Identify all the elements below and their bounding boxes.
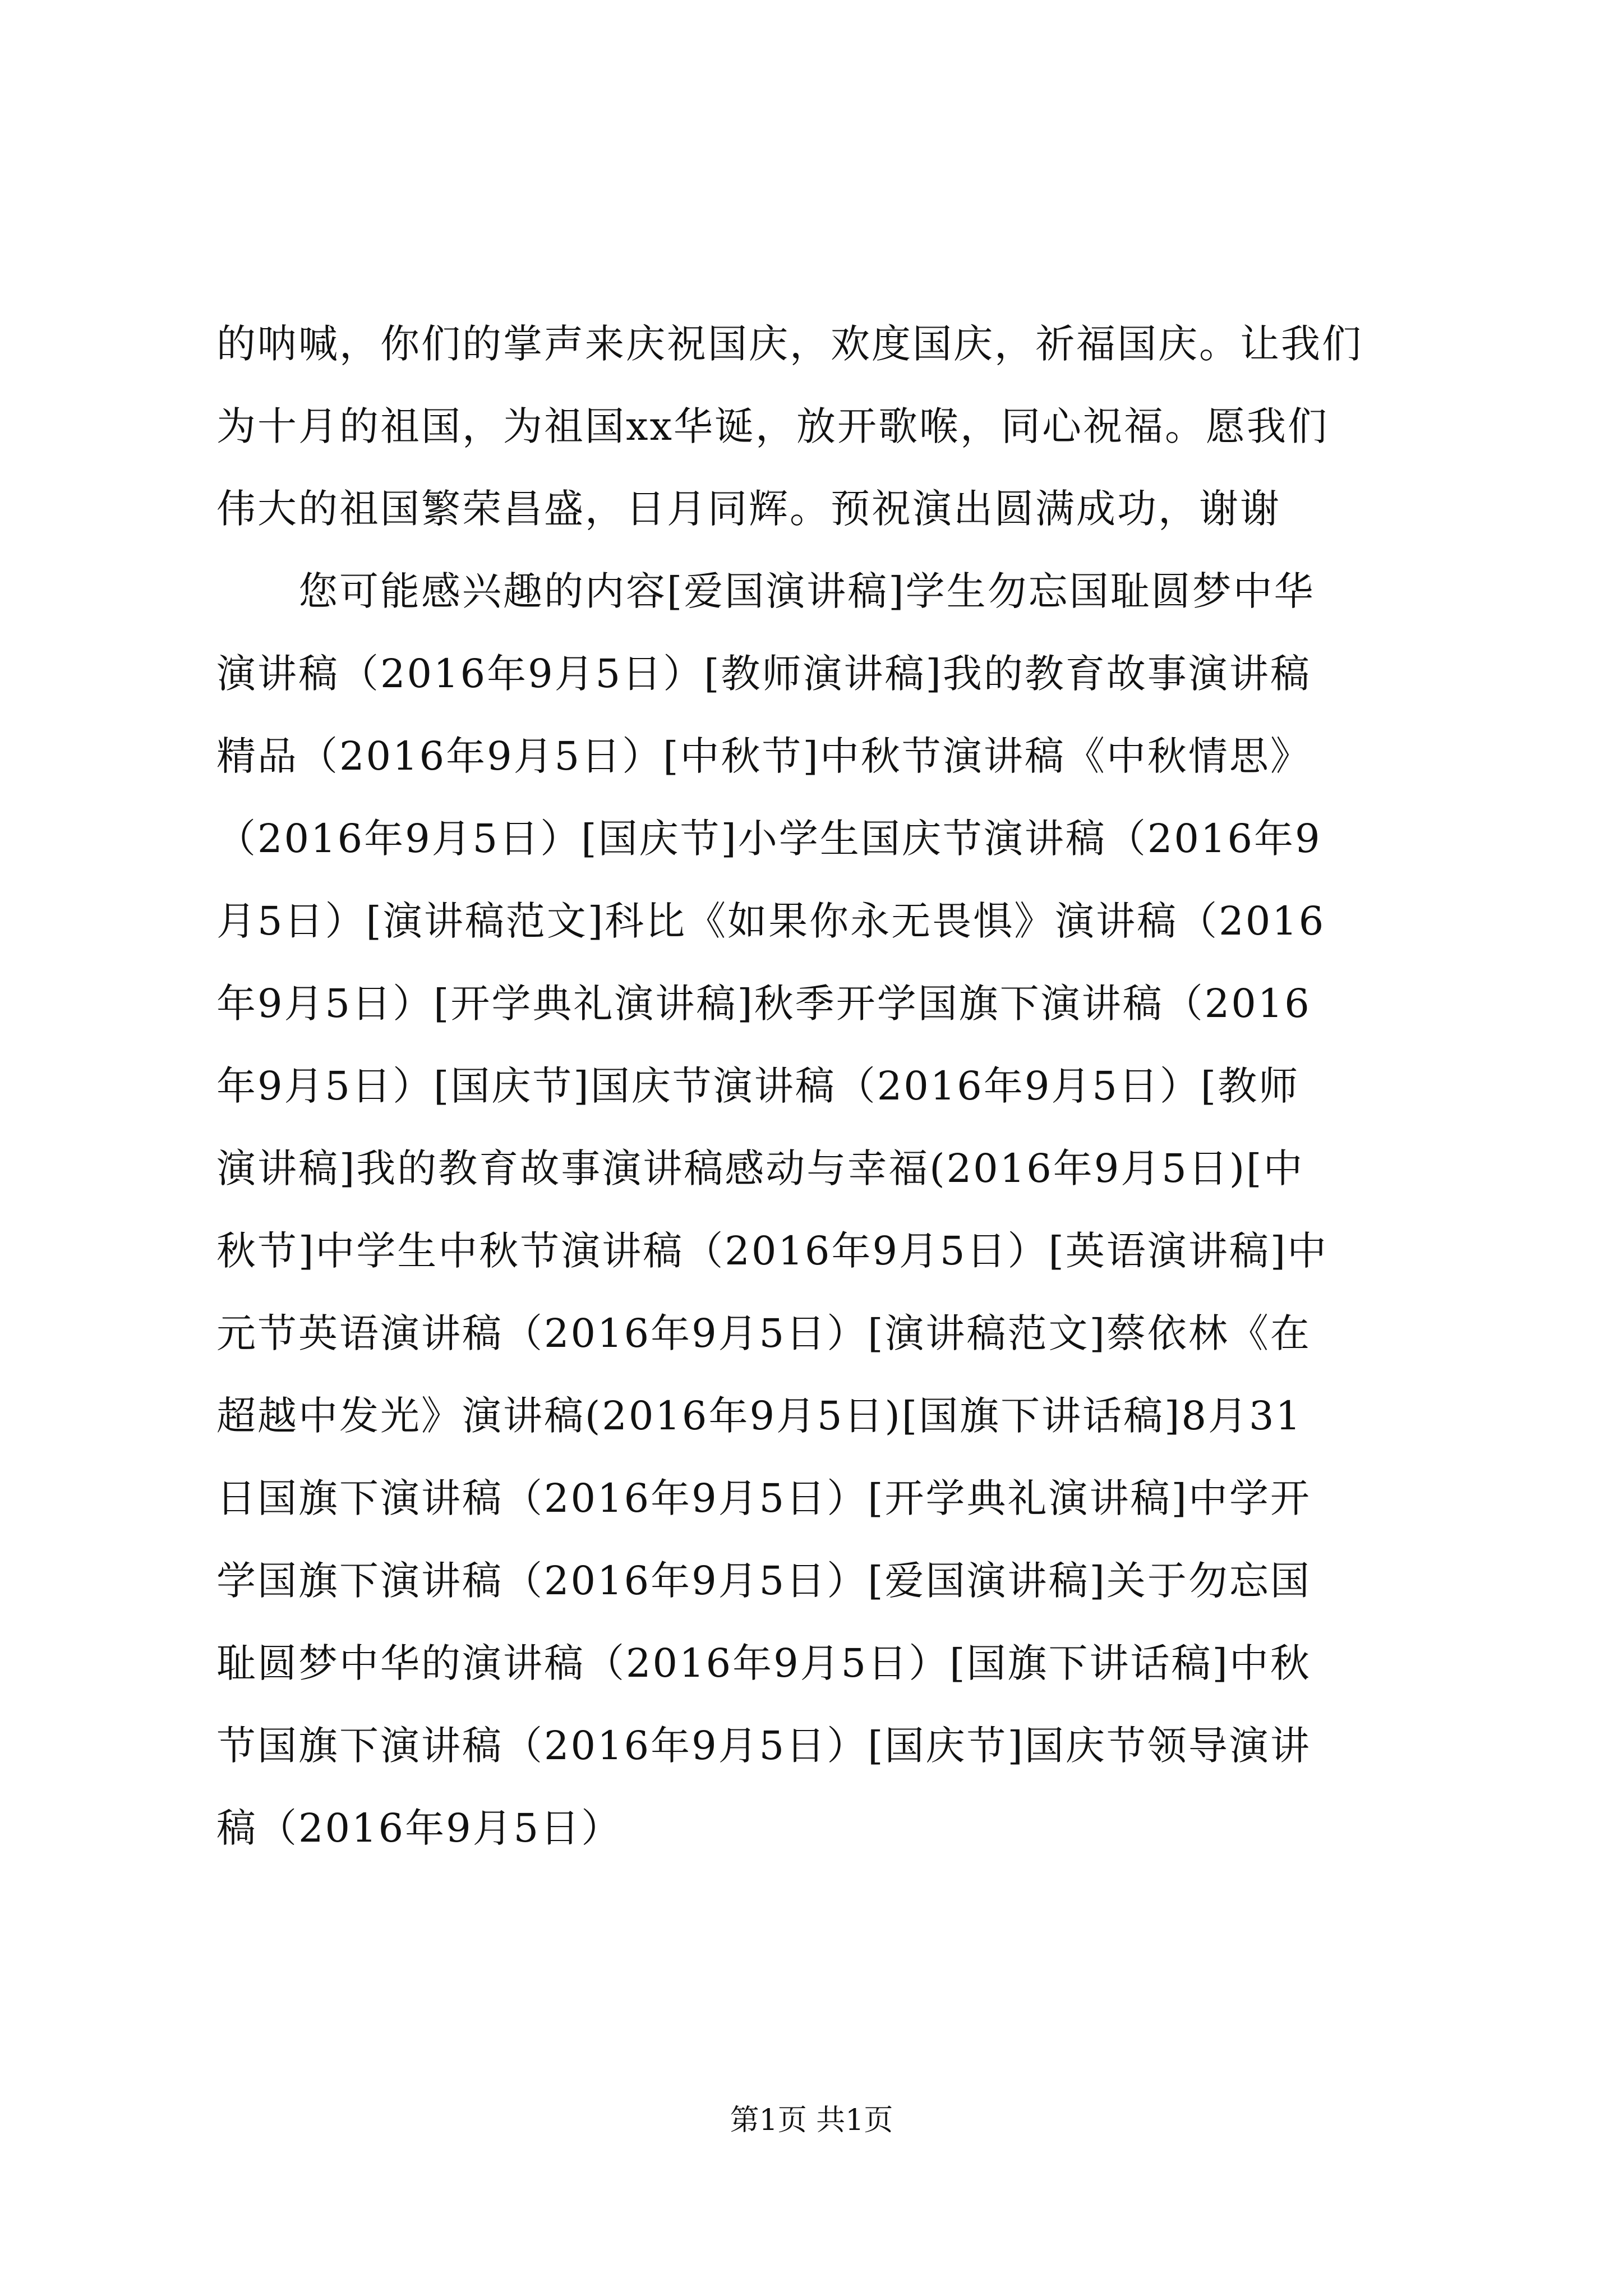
text-line: 耻圆梦中华的演讲稿（2016年9月5日）[国旗下讲话稿]中秋 xyxy=(216,1640,1311,1686)
text-line: 元节英语演讲稿（2016年9月5日）[演讲稿范文]蔡依林《在 xyxy=(216,1310,1311,1356)
text-line: 年9月5日）[开学典礼演讲稿]秋季开学国旗下演讲稿（2016 xyxy=(216,981,1311,1027)
text-line: 为十月的祖国，为祖国xx华诞，放开歌喉，同心祝福。愿我们 xyxy=(216,403,1329,449)
body-text xyxy=(216,303,1422,1870)
text-line: 月5日）[演讲稿范文]科比《如果你永无畏惧》演讲稿（2016 xyxy=(216,898,1326,944)
text-line: 精品（2016年9月5日）[中秋节]中秋节演讲稿《中秋情思》 xyxy=(216,733,1311,779)
text-line: 年9月5日）[国庆节]国庆节演讲稿（2016年9月5日）[教师 xyxy=(216,1063,1300,1109)
text-line: 超越中发光》演讲稿(2016年9月5日)[国旗下讲话稿]8月31 xyxy=(216,1393,1303,1439)
text-line: 学国旗下演讲稿（2016年9月5日）[爱国演讲稿]关于勿忘国 xyxy=(216,1558,1311,1604)
text-line: 演讲稿（2016年9月5日）[教师演讲稿]我的教育故事演讲稿 xyxy=(216,651,1311,697)
text-line: （2016年9月5日）[国庆节]小学生国庆节演讲稿（2016年9 xyxy=(216,816,1322,862)
text-line: 秋节]中学生中秋节演讲稿（2016年9月5日）[英语演讲稿]中 xyxy=(216,1228,1329,1274)
text-line: 稿（2016年9月5日） xyxy=(216,1805,623,1851)
text-line: 节国旗下演讲稿（2016年9月5日）[国庆节]国庆节领导演讲 xyxy=(216,1723,1311,1769)
text-line: 的呐喊，你们的掌声来庆祝国庆，欢度国庆，祈福国庆。让我们 xyxy=(216,321,1363,367)
text-line: 伟大的祖国繁荣昌盛，日月同辉。预祝演出圆满成功，谢谢 xyxy=(216,486,1281,532)
text-line: 您可能感兴趣的内容[爱国演讲稿]学生勿忘国耻圆梦中华 xyxy=(216,568,1315,614)
text-line: 演讲稿]我的教育故事演讲稿感动与幸福(2016年9月5日)[中 xyxy=(216,1145,1304,1191)
page-footer: 第1页 共1页 xyxy=(730,2104,893,2137)
text-line: 日国旗下演讲稿（2016年9月5日）[开学典礼演讲稿]中学开 xyxy=(216,1475,1311,1521)
